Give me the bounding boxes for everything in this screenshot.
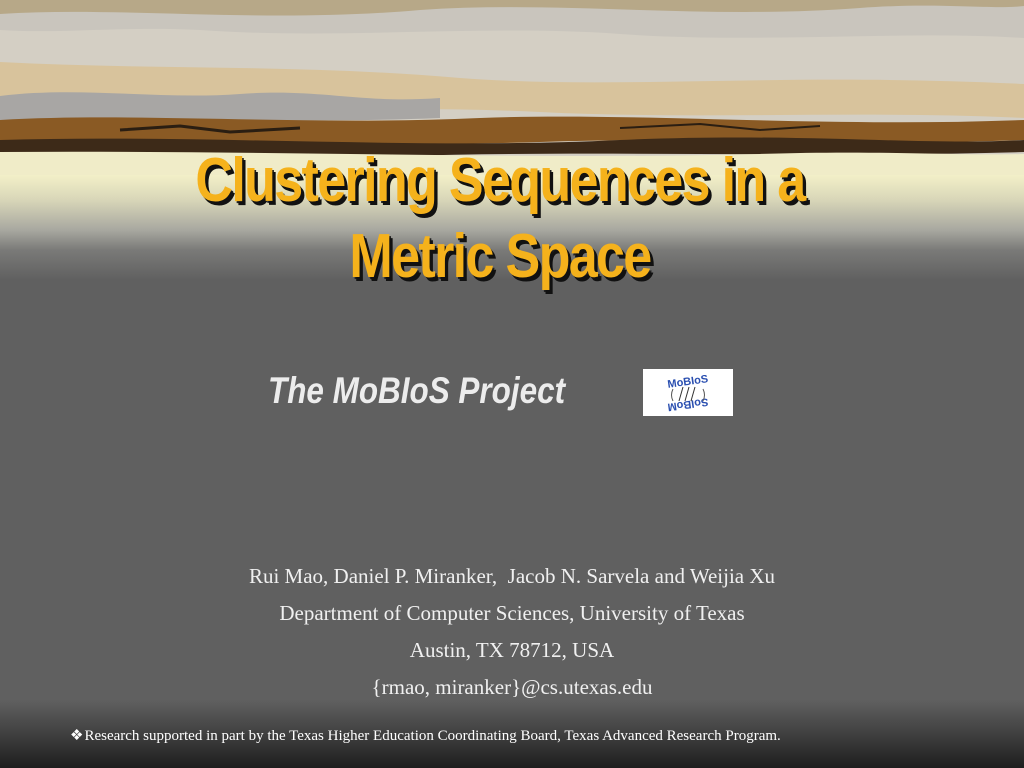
logo-text-bottom: SoIBoM xyxy=(666,395,709,413)
title-line-1: Clustering Sequences in a xyxy=(195,146,805,215)
author-email: {rmao, miranker}@cs.utexas.edu xyxy=(371,675,653,699)
author-block xyxy=(112,558,912,706)
logo-text-top: MoBIoS xyxy=(666,373,709,391)
mobios-logo-icon xyxy=(643,369,733,416)
footnote-text: Research supported in part by the Texas Higher Education Coordinating Board, Texas Advanced Research Program. xyxy=(84,728,781,744)
slide-subtitle: The MoBIoS Project xyxy=(268,370,566,411)
funding-footnote xyxy=(70,726,970,745)
author-location: Austin, TX 78712, USA xyxy=(409,638,615,662)
author-department: Department of Computer Sciences, University of Texas xyxy=(279,601,745,625)
author-names: Rui Mao, Daniel P. Miranker, Jacob N. Sarvela and Weijia Xu xyxy=(248,564,776,588)
diamond-bullet-icon: ❖ xyxy=(70,728,84,744)
slide-title xyxy=(164,143,836,295)
title-line-2: Metric Space xyxy=(349,222,651,291)
